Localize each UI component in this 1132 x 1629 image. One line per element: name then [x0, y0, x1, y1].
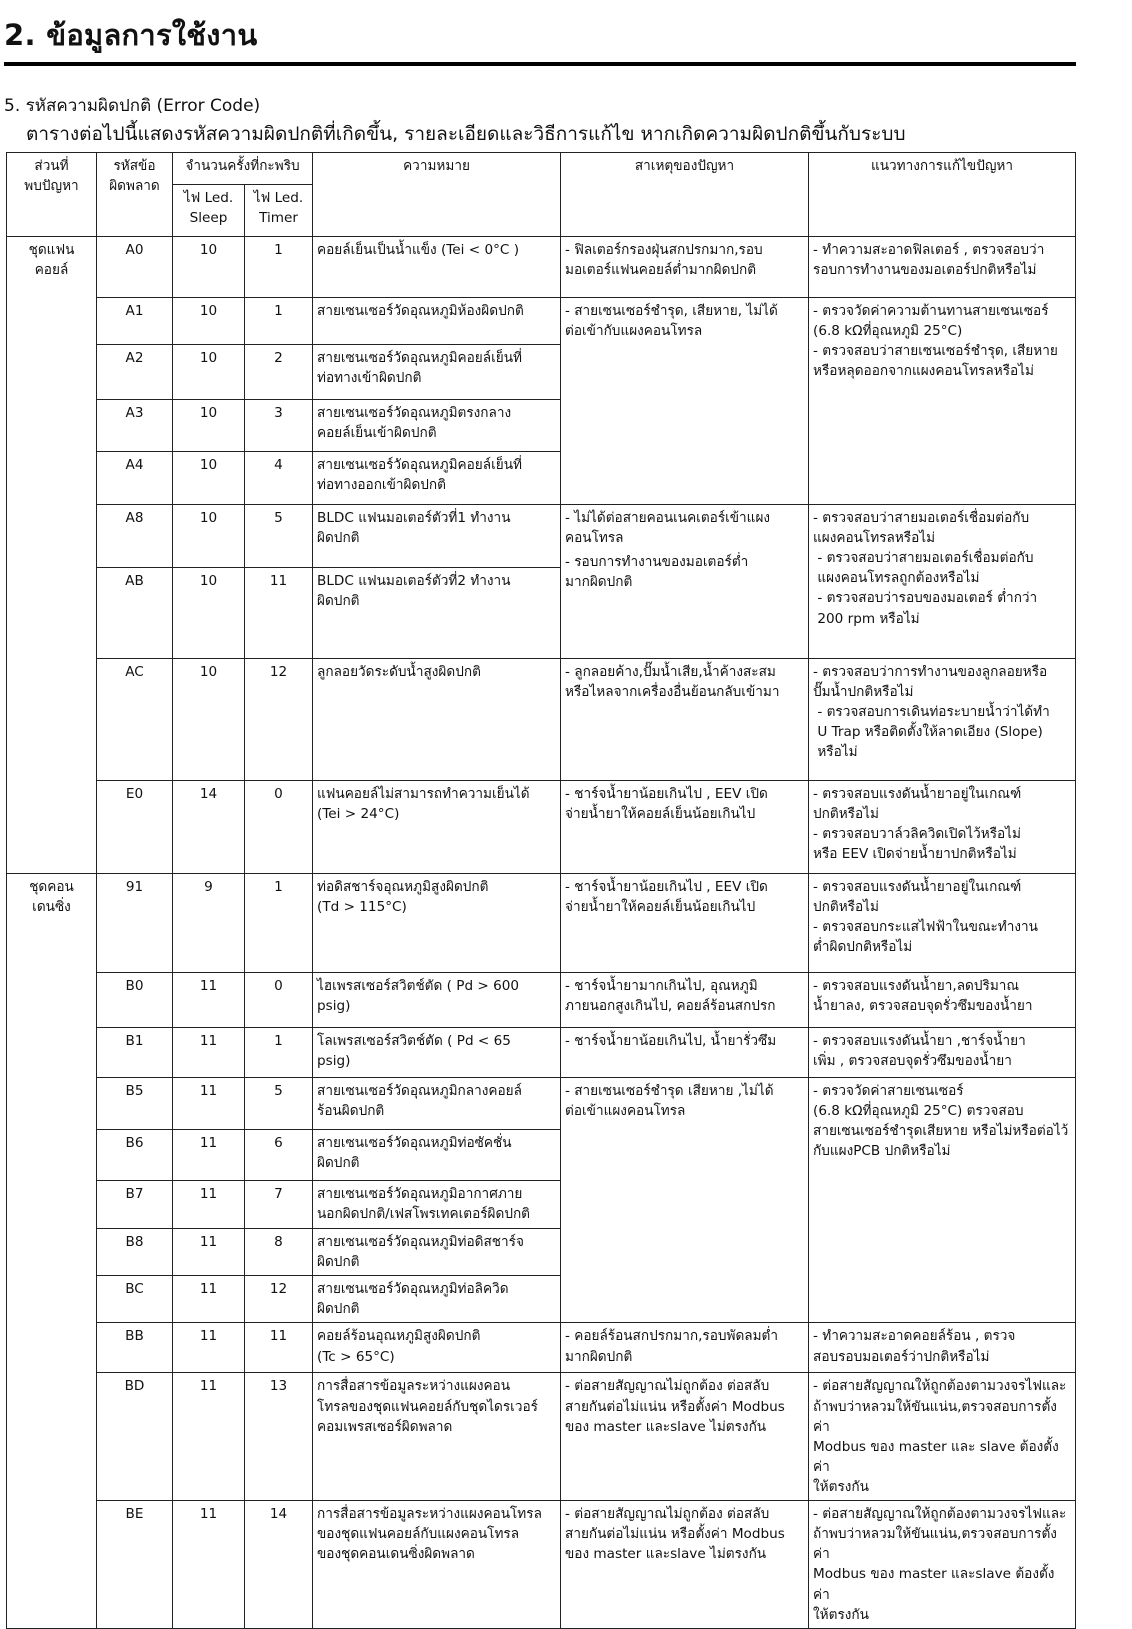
led-timer-count: 5 [245, 505, 313, 568]
led-sleep-count: 11 [173, 1229, 245, 1276]
solution-item: - ตรวจสอบการเดินท่อระบายน้ำว่าได้ทำ U Trap หรือติดตั้งให้ลาดเอียง (Slope) หรือไม่ [817, 704, 1050, 761]
header-error-code: รหัสข้อ ผิดพลาด [97, 153, 173, 237]
error-meaning: สายเซนเซอร์วัดอุณหภูมิตรงกลาง คอยล์เย็นเข้าผิดปกติ [313, 400, 561, 452]
error-cause: - ชาร์จน้ำยาน้อยเกินไป , EEV เปิด จ่ายน้ำยาให้คอยล์เย็นน้อยเกินไป [561, 874, 809, 973]
error-solution [809, 298, 1076, 505]
error-code: A0 [97, 237, 173, 298]
error-meaning: ท่อดิสชาร์จอุณหภูมิสูงผิดปกติ (Td > 115°C) [313, 874, 561, 973]
error-cause: - ชาร์จน้ำยาน้อยเกินไป , EEV เปิด จ่ายน้ำยาให้คอยล์เย็นน้อยเกินไป [561, 781, 809, 874]
led-timer-count: 6 [245, 1130, 313, 1181]
led-sleep-count: 10 [173, 298, 245, 345]
led-sleep-count: 11 [173, 1501, 245, 1629]
error-meaning: คอยล์ร้อนอุณหภูมิสูงผิดปกติ (Tc > 65°C) [313, 1323, 561, 1373]
led-sleep-count: 10 [173, 568, 245, 659]
page-title: 2. ข้อมูลการใช้งาน [4, 18, 258, 52]
error-code-table [6, 152, 1076, 1629]
cause-item: - รอบการทำงานของมอเตอร์ต่ำ มากผิดปกติ [565, 554, 749, 591]
led-sleep-count: 10 [173, 345, 245, 400]
led-timer-count: 3 [245, 400, 313, 452]
error-code: B7 [97, 1181, 173, 1229]
error-solution: - ต่อสายสัญญาณให้ถูกต้องตามวงจรไฟและ ถ้าพบว่าหลวมให้ขันแน่น,ตรวจสอบการตั้งค่า Modbus ของ master และslave ต้องตั้งค่า ให้ตรงกัน [809, 1501, 1076, 1629]
header-cause: สาเหตุของปัญหา [561, 153, 809, 237]
led-timer-count: 12 [245, 659, 313, 781]
led-sleep-count: 11 [173, 1373, 245, 1501]
led-timer-count: 11 [245, 568, 313, 659]
error-cause: - ชาร์จน้ำยามากเกินไป, อุณหภูมิ ภายนอกสูงเกินไป, คอยล์ร้อนสกปรก [561, 973, 809, 1028]
error-solution [809, 505, 1076, 659]
header-led-sleep: ไฟ Led. Sleep [173, 185, 245, 237]
led-timer-count: 4 [245, 452, 313, 505]
error-solution: - ตรวจวัดค่าสายเซนเซอร์ (6.8 kΩที่อุณหภูมิ 25°C) ตรวจสอบ สายเซนเซอร์ชำรุดเสียหาย หรือไม่หรือต่อไว้ กับแผงPCB ปกติหรือไม่ [809, 1078, 1076, 1323]
error-code: E0 [97, 781, 173, 874]
led-timer-count: 14 [245, 1501, 313, 1629]
error-code: A8 [97, 505, 173, 568]
solution-item: - ตรวจสอบแรงดันน้ำยาอยู่ในเกณฑ์ ปกติหรือไม่ [813, 786, 1022, 823]
led-timer-count: 12 [245, 1276, 313, 1323]
led-sleep-count: 11 [173, 1078, 245, 1130]
error-code: BB [97, 1323, 173, 1373]
led-timer-count: 8 [245, 1229, 313, 1276]
led-sleep-count: 11 [173, 1323, 245, 1373]
led-sleep-count: 14 [173, 781, 245, 874]
led-timer-count: 0 [245, 973, 313, 1028]
error-code: BE [97, 1501, 173, 1629]
error-meaning: แฟนคอยล์ไม่สามารถทำความเย็นได้ (Tei > 24°C) [313, 781, 561, 874]
error-code: A2 [97, 345, 173, 400]
error-code: B5 [97, 1078, 173, 1130]
led-sleep-count: 11 [173, 973, 245, 1028]
solution-item: - ตรวจสอบว่าการทำงานของลูกลอยหรือ ปั๊มน้ำปกติหรือไม่ [813, 664, 1048, 701]
error-cause: - ลูกลอยค้าง,ปั๊มน้ำเสีย,น้ำค้างสะสม หรือไหลจากเครื่องอื่นย้อนกลับเข้ามา [561, 659, 809, 781]
error-cause: - สายเซนเซอร์ชำรุด, เสียหาย, ไม่ได้ ต่อเข้ากับแผงคอนโทรล [561, 298, 809, 505]
section-description: ตารางต่อไปนี้แสดงรหัสความผิดปกติที่เกิดขึ้น, รายละเอียดและวิธีการแก้ไข หากเกิดความผิดปกติขึ้นกับระบบ [26, 123, 906, 145]
led-timer-count: 2 [245, 345, 313, 400]
led-timer-count: 11 [245, 1323, 313, 1373]
error-code: B8 [97, 1229, 173, 1276]
header-led-timer: ไฟ Led. Timer [245, 185, 313, 237]
led-sleep-count: 10 [173, 452, 245, 505]
error-meaning: BLDC แฟนมอเตอร์ตัวที่1 ทำงาน ผิดปกติ [313, 505, 561, 568]
led-sleep-count: 10 [173, 237, 245, 298]
error-meaning: สายเซนเซอร์วัดอุณหภูมิคอยล์เย็นที่ ท่อทางออกเข้าผิดปกติ [313, 452, 561, 505]
led-sleep-count: 11 [173, 1028, 245, 1078]
error-meaning: ไฮเพรสเซอร์สวิตช์ตัด ( Pd > 600 psig) [313, 973, 561, 1028]
error-cause [561, 505, 809, 659]
error-code: B0 [97, 973, 173, 1028]
error-cause: - ต่อสายสัญญาณไม่ถูกต้อง ต่อสลับ สายกันต่อไม่แน่น หรือตั้งค่า Modbus ของ master และslave ไม่ตรงกัน [561, 1373, 809, 1501]
led-sleep-count: 11 [173, 1276, 245, 1323]
error-meaning: สายเซนเซอร์วัดอุณหภูมิท่อดิสชาร์จ ผิดปกติ [313, 1229, 561, 1276]
group-fan-coil: ชุดแฟน คอยล์ [7, 237, 97, 874]
led-timer-count: 0 [245, 781, 313, 874]
led-timer-count: 1 [245, 298, 313, 345]
error-meaning: สายเซนเซอร์วัดอุณหภูมิคอยล์เย็นที่ ท่อทางเข้าผิดปกติ [313, 345, 561, 400]
solution-item: - ตรวจสอบวาล์วลิควิดเปิดไว้หรือไม่ หรือ EEV เปิดจ่ายน้ำยาปกติหรือไม่ [813, 826, 1021, 863]
error-cause: - สายเซนเซอร์ชำรุด เสียหาย ,ไม่ได้ ต่อเข้าแผงคอนโทรล [561, 1078, 809, 1323]
led-sleep-count: 10 [173, 505, 245, 568]
error-cause: - ฟิลเตอร์กรองฝุ่นสกปรกมาก,รอบ มอเตอร์แฟนคอยล์ต่ำมากผิดปกติ [561, 237, 809, 298]
error-solution: - ทำความสะอาดฟิลเตอร์ , ตรวจสอบว่า รอบการทำงานของมอเตอร์ปกติหรือไม่ [809, 237, 1076, 298]
error-solution [809, 659, 1076, 781]
error-code: A3 [97, 400, 173, 452]
error-code: AC [97, 659, 173, 781]
error-solution [809, 874, 1076, 973]
error-meaning: สายเซนเซอร์วัดอุณหภูมิกลางคอยล์ ร้อนผิดปกติ [313, 1078, 561, 1130]
led-sleep-count: 11 [173, 1130, 245, 1181]
header-solution: แนวทางการแก้ไขปัญหา [809, 153, 1076, 237]
cause-item: - ไม่ได้ต่อสายคอนเนคเตอร์เข้าแผง คอนโทรล [565, 510, 771, 547]
error-meaning: BLDC แฟนมอเตอร์ตัวที่2 ทำงาน ผิดปกติ [313, 568, 561, 659]
led-timer-count: 13 [245, 1373, 313, 1501]
solution-item: - ตรวจสอบว่าสายมอเตอร์เชื่อมต่อกับ แผงคอนโทรลถูกต้องหรือไม่ [817, 550, 1034, 587]
led-sleep-count: 10 [173, 400, 245, 452]
error-code: AB [97, 568, 173, 659]
error-code: BD [97, 1373, 173, 1501]
error-meaning: สายเซนเซอร์วัดอุณหภูมิห้องผิดปกติ [313, 298, 561, 345]
led-sleep-count: 11 [173, 1181, 245, 1229]
led-timer-count: 1 [245, 1028, 313, 1078]
error-meaning: สายเซนเซอร์วัดอุณหภูมิอากาศภาย นอกผิดปกติ/เฟสโพรเทคเตอร์ผิดปกติ [313, 1181, 561, 1229]
header-meaning: ความหมาย [313, 153, 561, 237]
error-solution [809, 781, 1076, 874]
error-meaning: คอยล์เย็นเป็นน้ำแข็ง (Tei < 0°C ) [313, 237, 561, 298]
error-meaning: สายเซนเซอร์วัดอุณหภูมิท่อซัคชั่น ผิดปกติ [313, 1130, 561, 1181]
error-meaning: โลเพรสเซอร์สวิตช์ตัด ( Pd < 65 psig) [313, 1028, 561, 1078]
error-code: A4 [97, 452, 173, 505]
error-solution: - ตรวจสอบแรงดันน้ำยา,ลดปริมาณ น้ำยาลง, ตรวจสอบจุดรั่วซึมของน้ำยา [809, 973, 1076, 1028]
solution-item: - ตรวจสอบแรงดันน้ำยาอยู่ในเกณฑ์ ปกติหรือไม่ [813, 879, 1022, 916]
section-heading: 5. รหัสความผิดปกติ (Error Code) [4, 96, 261, 116]
error-meaning: การสื่อสารข้อมูลระหว่างแผงคอน โทรลของชุดแฟนคอยล์กับชุดไดรเวอร์ คอมเพรสเซอร์ผิดพลาด [313, 1373, 561, 1501]
error-cause: - ชาร์จน้ำยาน้อยเกินไป, น้ำยารั่วซึม [561, 1028, 809, 1078]
error-code: B1 [97, 1028, 173, 1078]
solution-item: - ตรวจสอบว่ารอบของมอเตอร์ ต่ำกว่า 200 rpm หรือไม่ [817, 590, 1038, 627]
error-solution: - ต่อสายสัญญาณให้ถูกต้องตามวงจรไฟและ ถ้าพบว่าหลวมให้ขันแน่น,ตรวจสอบการตั้งค่า Modbus ของ master และ slave ต้องตั้งค่า ให้ตรงกัน [809, 1373, 1076, 1501]
error-code: BC [97, 1276, 173, 1323]
solution-item: - ตรวจสอบว่าสายมอเตอร์เชื่อมต่อกับ แผงคอนโทรลหรือไม่ [813, 510, 1030, 547]
error-solution: - ตรวจสอบแรงดันน้ำยา ,ชาร์จน้ำยา เพิ่ม , ตรวจสอบจุดรั่วซึมของน้ำยา [809, 1028, 1076, 1078]
error-meaning: การสื่อสารข้อมูลระหว่างแผงคอนโทรล ของชุดแฟนคอยล์กับแผงคอนโทรล ของชุดคอนเดนซิ่งผิดพลาด [313, 1501, 561, 1629]
error-code: B6 [97, 1130, 173, 1181]
error-meaning: สายเซนเซอร์วัดอุณหภูมิท่อลิควิด ผิดปกติ [313, 1276, 561, 1323]
error-solution: - ทำความสะอาดคอยล์ร้อน , ตรวจ สอบรอบมอเตอร์ว่าปกติหรือไม่ [809, 1323, 1076, 1373]
led-timer-count: 1 [245, 237, 313, 298]
error-cause: - คอยล์ร้อนสกปรกมาก,รอบพัดลมต่ำ มากผิดปกติ [561, 1323, 809, 1373]
led-timer-count: 7 [245, 1181, 313, 1229]
solution-item: - ตรวจสอบกระแสไฟฟ้าในขณะทำงาน ต่ำผิดปกติหรือไม่ [813, 919, 1038, 956]
error-code: 91 [97, 874, 173, 973]
led-timer-count: 1 [245, 874, 313, 973]
header-location: ส่วนที่ พบปัญหา [7, 153, 97, 237]
group-condensing: ชุดคอน เดนซิ่ง [7, 874, 97, 1629]
error-meaning: ลูกลอยวัดระดับน้ำสูงผิดปกติ [313, 659, 561, 781]
header-blink-count: จำนวนครั้งที่กะพริบ [173, 153, 313, 185]
error-cause: - ต่อสายสัญญาณไม่ถูกต้อง ต่อสลับ สายกันต่อไม่แน่น หรือตั้งค่า Modbus ของ master และslave ไม่ตรงกัน [561, 1501, 809, 1629]
led-timer-count: 5 [245, 1078, 313, 1130]
solution-item: - ตรวจสอบว่าสายเซนเซอร์ชำรุด, เสียหาย หรือหลุดออกจากแผงคอนโทรลหรือไม่ [813, 343, 1058, 380]
solution-item: - ตรวจวัดค่าความต้านทานสายเซนเซอร์ (6.8 kΩที่อุณหภูมิ 25°C) [813, 303, 1049, 340]
title-divider [4, 62, 1076, 66]
led-sleep-count: 9 [173, 874, 245, 973]
led-sleep-count: 10 [173, 659, 245, 781]
error-code: A1 [97, 298, 173, 345]
